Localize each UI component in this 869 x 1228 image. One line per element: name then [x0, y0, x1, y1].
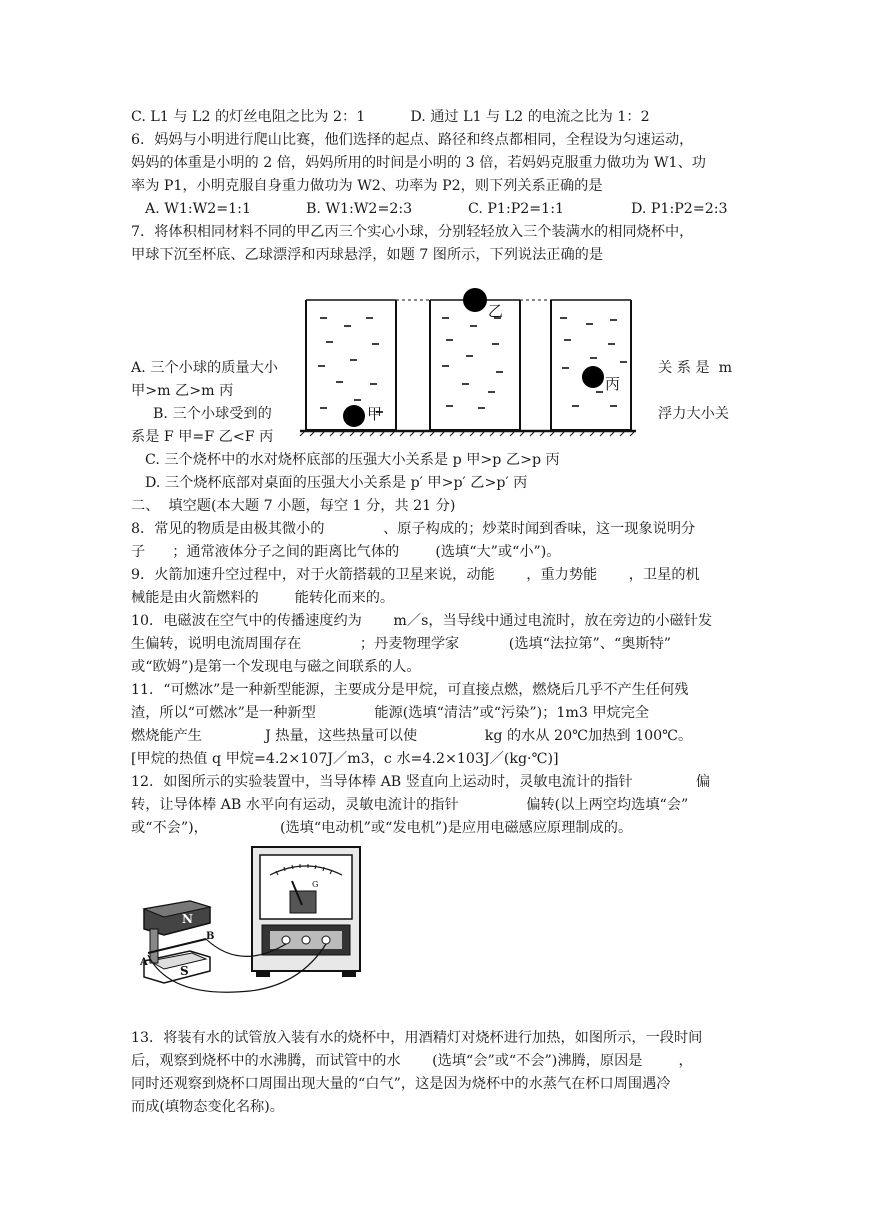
figure-7-beakers [296, 288, 640, 438]
label-n: N [182, 912, 193, 926]
label-bing: 丙 [605, 375, 621, 393]
q11-line-1: 11．“可燃冰”是一种新型能源，主要成分是甲烷，可直接点燃，燃烧后几乎不产生任何残 [131, 682, 689, 698]
ball-jia [343, 405, 365, 427]
q7-option-b-line-1: B. 三个小球受到的 [153, 406, 272, 422]
q13-line-3: 同时还观察到烧杯口周围出现大量的“白气”，这是因为烧杯中的水蒸气在杯口周围遇冷 [131, 1076, 671, 1092]
q7-option-b-line-1-right: 浮力大小关 [658, 406, 729, 422]
q12-line-3: 或“不会”)， (选填“电动机”或“发电机”)是应用电磁感应原理制成的。 [131, 820, 633, 836]
q8-line-2: 子 ；通常液体分子之间的距离比气体的 (选填“大”或“小”)。 [131, 544, 561, 560]
q11-line-3: 燃烧能产生 J 热量，这些热量可以使 kg 的水从 20℃加热到 100℃。 [131, 728, 693, 744]
q12-line-2: 转，让导体棒 AB 水平向有运动，灵敏电流计的指针 偏转(以上两空均选填“会” [131, 797, 689, 813]
q10-line-1: 10．电磁波在空气中的传播速度约为 m／s，当导线中通过电流时，放在旁边的小磁针发 [131, 613, 713, 629]
q13-line-4: 而成(填物态变化名称)。 [131, 1099, 284, 1115]
q10-line-3: 或“欧姆”)是第一个发现电与磁之间联系的人。 [131, 659, 421, 675]
q12-line-1: 12．如图所示的实验装置中，当导体棒 AB 竖直向上运动时，灵敏电流计的指针 偏 [131, 774, 711, 790]
q6-option-d: D. P1:P2=2:3 [631, 201, 728, 217]
label-s: S [180, 964, 189, 978]
label-yi: 乙 [488, 302, 504, 320]
q7-option-a-line-1-right: 关 系 是 m [658, 360, 733, 376]
q11-line-2: 渣，所以“可燃冰”是一种新型 能源(选填“清洁”或“污染”)；1m3 甲烷完全 [131, 705, 650, 721]
q13-line-1: 13．将装有水的试管放入装有水的烧杯中，用酒精灯对烧杯进行加热，如图所示，一段时间 [131, 1030, 703, 1046]
q6-option-b: B. W1:W2=2:3 [306, 201, 413, 217]
label-a: A [140, 957, 148, 968]
q7-option-c: C. 三个烧杯中的水对烧杯底部的压强大小关系是 p 甲>p 乙>p 丙 [145, 452, 560, 468]
label-jia: 甲 [367, 405, 383, 423]
figure-12-induction-apparatus [130, 843, 370, 1003]
q6-option-c: C. P1:P2=1:1 [468, 201, 565, 217]
label-b: B [206, 931, 215, 942]
q7-option-d: D. 三个烧杯底部对桌面的压强大小关系是 p′ 甲>p′ 乙>p′ 丙 [145, 475, 528, 491]
q6-line-2: 妈妈的体重是小明的 2 倍，妈妈所用的时间是小明的 3 倍，若妈妈克服重力做功为 W1、功 [131, 155, 706, 171]
section-2-heading: 二、 填空题(本大题 7 小题，每空 1 分，共 21 分) [131, 498, 456, 514]
q6-line-1: 6．妈妈与小明进行爬山比赛，他们选择的起点、路径和终点都相同，全程设为匀速运动， [131, 132, 694, 148]
q13-line-2: 后，观察到烧杯中的水沸腾，而试管中的水 (选填“会”或“不会”)沸腾，原因是 ， [131, 1053, 693, 1069]
q5-option-cd: C. L1 与 L2 的灯丝电阻之比为 2：1 D. 通过 L1 与 L2 的电流之比为 1：2 [131, 109, 650, 125]
q8-line-1: 8．常见的物质是由极其微小的 、原子构成的；炒菜时闻到香味，这一现象说明分 [131, 521, 696, 537]
q6-option-a: A. W1:W2=1:1 [145, 201, 251, 217]
q6-line-3: 率为 P1，小明克服自身重力做功为 W2、功率为 P2，则下列关系正确的是 [131, 178, 603, 194]
q7-option-b-line-2: 系是 F 甲=F 乙<F 丙 [131, 429, 274, 445]
ball-yi [463, 288, 487, 312]
q7-line-2: 甲球下沉至杯底、乙球漂浮和丙球悬浮，如题 7 图所示，下列说法正确的是 [131, 247, 604, 263]
ball-bing [582, 366, 604, 388]
q10-line-2: 生偏转，说明电流周围存在 ；丹麦物理学家 (选填“法拉第”、“奥斯特” [131, 636, 672, 652]
q7-option-a-line-2: 甲>m 乙>m 丙 [131, 383, 234, 399]
label-g: G [312, 880, 319, 889]
q7-option-a-line-1: A. 三个小球的质量大小 [131, 360, 278, 376]
q9-line-1: 9．火箭加速升空过程中，对于火箭搭载的卫星来说，动能 ，重力势能 ，卫星的机 [131, 567, 700, 583]
q7-line-1: 7．将体积相同材料不同的甲乙丙三个实心小球，分别轻轻放入三个装满水的相同烧杯中， [131, 224, 694, 240]
q9-line-2: 械能是由火箭燃料的 能转化而来的。 [131, 590, 395, 606]
q11-line-4: [甲烷的热值 q 甲烷=4.2×107J／m3，c 水=4.2×103J／(kg·℃)] [131, 751, 559, 767]
